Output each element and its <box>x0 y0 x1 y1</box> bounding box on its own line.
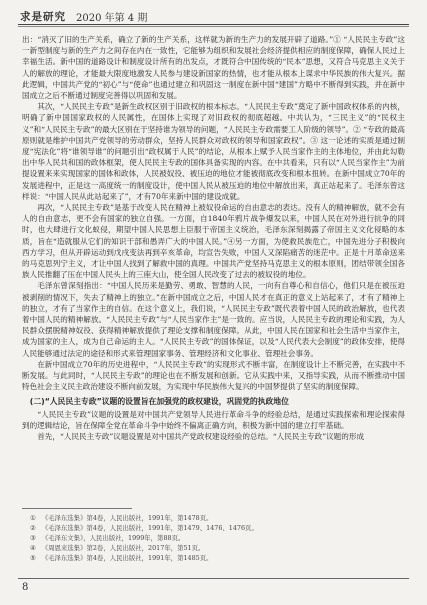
issue-label: 2020 年第 4 期 <box>76 12 148 24</box>
footnotes <box>30 513 405 563</box>
paragraph: 首先，“人民民主专政”议题设置是对中国共产党政权建设经验的总结。“人民民主专政”议题的形成 <box>37 432 365 442</box>
page-number: 8 <box>22 582 29 593</box>
footnote-rule <box>22 508 132 509</box>
footnote-text: 《毛泽东选集》第4卷，人民出版社，1991年，第1478页。 <box>41 514 213 522</box>
journal-title: 求是研究 <box>20 10 66 23</box>
footnote-mark: ① <box>30 514 36 522</box>
footer-rule <box>18 578 409 579</box>
footnote-text: 《周恩来选集》第2卷，人民出版社，2017年，第51页。 <box>41 544 205 552</box>
footnote <box>30 533 405 543</box>
footnote-text: 《毛泽东选集》第4卷，人民出版社，1991年，第1485页。 <box>41 554 213 562</box>
paragraph: 在新中国成立70年的历史进程中，“人民民主专政”的实现形式不断丰富，在制度设计上不断完善，在实践中不断发展。与此同时，“人民民主专政”的理论也在不断发展和创新。它从实践中来，又指导实践，从而不断推动中国特色社会主义民主政治建设不断向前发展，为实现中华民族伟大复兴的中国梦提供了坚实的制度保障。 <box>22 359 405 392</box>
section-heading: (二)“人民民主专政”议题的设置旨在加强党的政权建设，巩固党的执政地位 <box>29 396 289 406</box>
article-body <box>22 34 405 442</box>
header-rule-thin <box>18 26 409 27</box>
footnote <box>30 513 405 523</box>
header-rule <box>18 24 409 25</box>
footnote-mark: ③ <box>30 534 36 542</box>
paragraph: 其次，“人民民主专政”是新生政权区别于旧政权的根本标志。“人民民主专政”奠定了新中国政权体系的内核，明确了新中国国家政权的人民属性，在国体上实现了对旧政权的彻底超越。中共认为，“三民主义”的“民权主义”和“人民民主专政”的最大区别在于坚持谁为领导的问题，“人民民主专政需要工人阶级的领导”。② “专政的最高原则就是维护中国共产党领导的劳动群众，坚持人民群众对政权的领导和国家政权”。③ 这一论述的实质是通过制度“宪法化”将“谁领导谁”的问题引出“政权属于人民”的结论，从根本上赋予人民当家作主的主体地位，并由此勾勒出中华人民共和国的政体框架，使人民民主专政的国体具备实现的内容。在中共看来，只有以“人民当家作主”为前提设置来来实现国家的国体和政体，人民被奴役、被压迫的地位才能被彻底改变和根本扭转。在新中国成立70年的发展进程中，正是这一高度统一的制度设计，使中国人民从被压迫的地位中解放出来，真正站起来了。毛泽东曾这样说：“中国人民从此站起来了”，才有70年来新中国的建设成就。 <box>22 102 405 201</box>
footnote-mark: ⑤ <box>30 554 36 562</box>
footnote <box>30 523 405 533</box>
footnote <box>30 543 405 553</box>
paragraph: 出：“消灭了旧的生产关系，确立了新的生产关系，这样就为新的生产力的发展开辟了道路。”① “人民民主专政”这一新型制度与新的生产力之间存在内在一致性，它能够为组织和发展社会经济提供相应的制度保障，确保人民过上幸福生活。新中国的道路设计和制度设计所有的出发点，才既符合中国传统的“民本”思想，又符合马克思主义关于人的解放的理论，才能最大限度地激发人民参与建设新国家的热情，也才能从根本上谋求中华民族的伟大复兴。据此逻辑，中国共产党的“初心”与“使命”也通过建立和巩固这一制度在新中国“建国”方略中不断得到实践，并在新中国成立之后不断通过制度完善得以巩固和发展。 <box>22 35 405 101</box>
paragraph: 再次，“人民民主专政”是基于改变人民在精神上被奴役命运的自由意志的表达。没有人的精神解放，就不会有人的自由意志，更不会有国家的独立自强。一方面，自1840年鸦片战争爆发以来，中国人民在对外进行抗争的同时，也大肆进行文化蚁侵，期望中国人民思想上臣服于帝国主义统治，毛泽东深刻揭露了帝国主义文化侵略的本质，旨在“造就服从它们的知识干部和愚弄广大的中国人民。”④另一方面，为使救民族危亡，中国先进分子积极向西方学习，但从开辟运动到戊戌变法再到辛亥革命，均宣告失败，中国人又深陷痛苦的迷茫中。正是十月革命送来的马克思列宁主义，才让中国人找到了解救中国的真理。中国共产党坚持马克思主义的根本原则，团结带领全国各族人民推翻了压在中国人民头上的三座大山，使全国人民改变了过去的被奴役的地位。 <box>22 203 405 280</box>
paragraph: 毛泽东曾深刻指出：“中国人民历来是勤劳、勇敢、智慧的人民，一向有自尊心和自信心，他们只是在被压迫被剥削的情况下，失去了精神上的独立。”在新中国成立之后，中国人民才在真正的意义上站起来了，才有了精神上的独立，才有了当家作主的自信。在这个意义上，我们说，“人民民主专政”既代表着中国人民的政治解放，也代表着中国人民的精神解放。“人民民主专政”与“人民当家作主”是一致的。应当说，人民民主专政的理论和实践，为人民群众摆脱精神奴役、获得精神解放提供了理论支撑和制度保障。从此，中国人民在国家和社会生活中当家作主，成为国家的主人，成为自己命运的主人。“人民民主专政”的国体保证，以及“人民代表大会制度”的政体安排，使得人民能够通过法定的途径和形式来管理国家事务、管理经济和文化事业、管理社会事务。 <box>22 281 405 358</box>
running-header <box>20 8 407 24</box>
footnote <box>30 553 405 563</box>
footnote-mark: ④ <box>30 544 36 552</box>
footnote-mark: ② <box>30 524 36 532</box>
paragraph: “人民民主专政”议题的设置是对中国共产党领导人民进行革命斗争的经验总结，是通过实践探索和理论探索得到的逻辑结论，旨在保障全党在革命斗争中始终不偏离正确方向，积极为新中国的建立打牢基础。 <box>22 409 405 430</box>
footnote-text: 《毛泽东文集》，人民出版社，1999年，第88页。 <box>41 534 185 542</box>
footnote-text: 《毛泽东选集》第4卷，人民出版社，1991年，第1479、1476、1476页。 <box>41 524 258 532</box>
